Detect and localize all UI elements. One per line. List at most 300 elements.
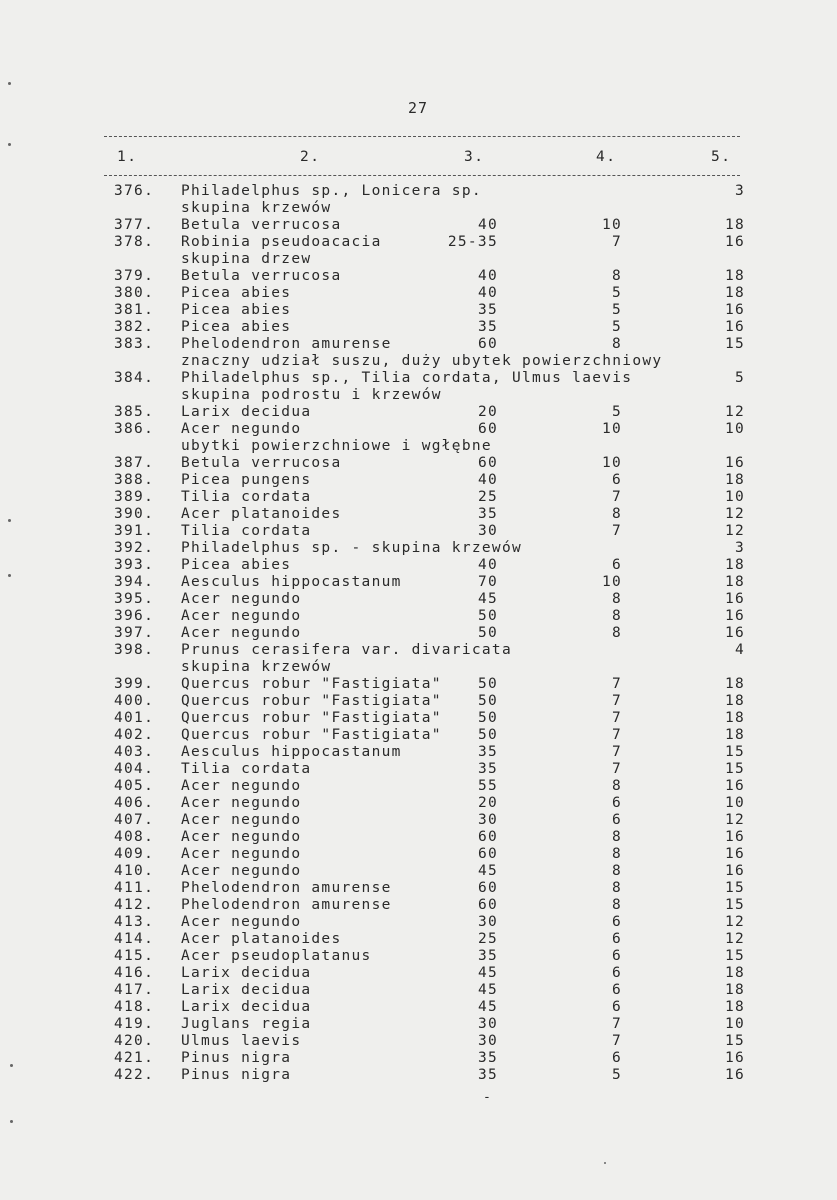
table-row (0, 268, 837, 285)
row-number: 408. (114, 829, 155, 845)
table-row (0, 319, 837, 336)
row-col3: 60 (477, 421, 498, 437)
scan-speck (8, 82, 11, 85)
table-row (0, 812, 837, 829)
table-row (0, 897, 837, 914)
row-col5: 18 (724, 217, 745, 233)
row-col3: 25 (477, 489, 498, 505)
row-col3: 40 (477, 268, 498, 284)
row-col4: 6 (611, 999, 622, 1015)
row-col3: 35 (477, 1050, 498, 1066)
row-number: 392. (114, 540, 155, 556)
row-col5: 16 (724, 863, 745, 879)
row-col3: 30 (477, 523, 498, 539)
row-col3: 50 (477, 693, 498, 709)
row-col4: 7 (611, 727, 622, 743)
row-number: 385. (114, 404, 155, 420)
row-col3: 35 (477, 744, 498, 760)
table-row (0, 625, 837, 642)
row-number: 376. (114, 183, 155, 199)
row-description: Aesculus hippocastanum (181, 744, 402, 760)
row-number: 387. (114, 455, 155, 471)
row-col4: 6 (611, 1050, 622, 1066)
row-col4: 6 (611, 982, 622, 998)
row-number: 402. (114, 727, 155, 743)
table-row (0, 557, 837, 574)
row-col5: 12 (724, 523, 745, 539)
row-description: Acer negundo (181, 608, 302, 624)
table-row (0, 506, 837, 523)
row-col5: 15 (724, 880, 745, 896)
row-col5: 16 (724, 846, 745, 862)
row-col4: 7 (611, 676, 622, 692)
table-row (0, 574, 837, 591)
table-row (0, 778, 837, 795)
table-row (0, 795, 837, 812)
row-number: 388. (114, 472, 155, 488)
row-col5: 18 (724, 965, 745, 981)
row-description: Acer negundo (181, 591, 302, 607)
table-row (0, 948, 837, 965)
row-col5: 15 (724, 897, 745, 913)
row-number: 414. (114, 931, 155, 947)
row-number: 410. (114, 863, 155, 879)
row-number: 415. (114, 948, 155, 964)
row-col4: 8 (611, 591, 622, 607)
row-number: 421. (114, 1050, 155, 1066)
row-col5: 10 (724, 489, 745, 505)
row-col3: 20 (477, 404, 498, 420)
row-col5: 16 (724, 778, 745, 794)
table-row (0, 965, 837, 982)
table-row (0, 217, 837, 234)
row-col4: 10 (601, 455, 622, 471)
page-number: 27 (408, 99, 429, 117)
row-description: Quercus robur "Fastigiata" (181, 693, 442, 709)
scan-speck (10, 1064, 13, 1067)
row-col5: 12 (724, 931, 745, 947)
row-description: Phelodendron amurense (181, 897, 392, 913)
row-number: 384. (114, 370, 155, 386)
table-row (0, 421, 837, 438)
row-col3: 35 (477, 1067, 498, 1083)
row-number: 417. (114, 982, 155, 998)
row-col3: 45 (477, 982, 498, 998)
row-col4: 8 (611, 863, 622, 879)
table-row (0, 200, 837, 217)
row-col5: 18 (724, 727, 745, 743)
row-col4: 6 (611, 931, 622, 947)
row-col4: 8 (611, 846, 622, 862)
table-row (0, 659, 837, 676)
row-number: 380. (114, 285, 155, 301)
row-description: Betula verrucosa (181, 268, 342, 284)
row-col4: 6 (611, 557, 622, 573)
row-col5: 16 (724, 625, 745, 641)
row-col4: 7 (611, 1016, 622, 1032)
row-number: 401. (114, 710, 155, 726)
row-col5: 18 (724, 557, 745, 573)
row-number: 405. (114, 778, 155, 794)
row-description: Aesculus hippocastanum (181, 574, 402, 590)
row-description: Larix decidua (181, 404, 312, 420)
table-row (0, 404, 837, 421)
table-row (0, 183, 837, 200)
row-number: 379. (114, 268, 155, 284)
row-number: 383. (114, 336, 155, 352)
row-description: Acer negundo (181, 778, 302, 794)
row-col5: 16 (724, 608, 745, 624)
row-number: 382. (114, 319, 155, 335)
row-description: skupina krzewów (181, 659, 332, 675)
scan-speck (8, 143, 11, 146)
row-col3: 60 (477, 897, 498, 913)
row-col5: 18 (724, 676, 745, 692)
row-col5: 18 (724, 710, 745, 726)
row-col4: 8 (611, 608, 622, 624)
table-row (0, 1016, 837, 1033)
row-description: Philadelphus sp., Lonicera sp. (181, 183, 482, 199)
col-header-3: 3. (464, 149, 485, 165)
row-number: 377. (114, 217, 155, 233)
table-row (0, 1050, 837, 1067)
row-col3: 55 (477, 778, 498, 794)
row-col4: 6 (611, 795, 622, 811)
row-description: Philadelphus sp., Tilia cordata, Ulmus laevis (181, 370, 633, 386)
row-col5: 18 (724, 472, 745, 488)
row-col4: 7 (611, 523, 622, 539)
table-row (0, 489, 837, 506)
row-col5: 16 (724, 1067, 745, 1083)
row-description: Quercus robur "Fastigiata" (181, 727, 442, 743)
row-col5: 12 (724, 914, 745, 930)
row-number: 397. (114, 625, 155, 641)
row-col3: 40 (477, 217, 498, 233)
row-description: Phelodendron amurense (181, 880, 392, 896)
row-description: Picea abies (181, 557, 292, 573)
row-description: Acer negundo (181, 863, 302, 879)
row-number: 407. (114, 812, 155, 828)
scan-speck (604, 1162, 606, 1164)
row-col3: 40 (477, 285, 498, 301)
table-row (0, 880, 837, 897)
row-description: Larix decidua (181, 999, 312, 1015)
row-col5: 18 (724, 999, 745, 1015)
row-description: Pinus nigra (181, 1050, 292, 1066)
row-col4: 7 (611, 761, 622, 777)
row-description: Betula verrucosa (181, 455, 342, 471)
row-col5: 18 (724, 574, 745, 590)
row-col4: 6 (611, 472, 622, 488)
row-description: Acer platanoides (181, 931, 342, 947)
row-description: Ulmus laevis (181, 1033, 302, 1049)
row-col4: 6 (611, 948, 622, 964)
row-description: Acer negundo (181, 421, 302, 437)
row-number: 409. (114, 846, 155, 862)
row-description: Acer negundo (181, 846, 302, 862)
table-row (0, 251, 837, 268)
row-description: Acer negundo (181, 625, 302, 641)
row-col4: 5 (611, 319, 622, 335)
row-col3: 45 (477, 965, 498, 981)
row-col3: 70 (477, 574, 498, 590)
row-col3: 50 (477, 608, 498, 624)
row-col5: 16 (724, 455, 745, 471)
row-col4: 7 (611, 710, 622, 726)
row-col5: 10 (724, 421, 745, 437)
row-col5: 16 (724, 829, 745, 845)
row-description: Quercus robur "Fastigiata" (181, 676, 442, 692)
row-description: Philadelphus sp. - skupina krzewów (181, 540, 523, 556)
row-description: Tilia cordata (181, 523, 312, 539)
row-col5: 5 (734, 370, 745, 386)
row-col3: 35 (477, 761, 498, 777)
table-row (0, 863, 837, 880)
row-number: 403. (114, 744, 155, 760)
row-description: Prunus cerasifera var. divaricata (181, 642, 512, 658)
row-col5: 18 (724, 285, 745, 301)
table-row (0, 642, 837, 659)
row-col3: 30 (477, 1016, 498, 1032)
row-col5: 15 (724, 948, 745, 964)
row-number: 391. (114, 523, 155, 539)
col-header-5: 5. (711, 149, 732, 165)
table-row (0, 591, 837, 608)
row-description: Betula verrucosa (181, 217, 342, 233)
row-col5: 3 (734, 183, 745, 199)
table-row (0, 608, 837, 625)
row-col5: 15 (724, 761, 745, 777)
header-rule (104, 175, 740, 176)
row-col3: 60 (477, 829, 498, 845)
table-row (0, 931, 837, 948)
row-description: Acer negundo (181, 795, 302, 811)
row-description: Robinia pseudoacacia (181, 234, 382, 250)
row-col3: 30 (477, 914, 498, 930)
row-col4: 8 (611, 778, 622, 794)
row-number: 420. (114, 1033, 155, 1049)
table-row (0, 336, 837, 353)
row-col3: 20 (477, 795, 498, 811)
row-col5: 12 (724, 812, 745, 828)
table-row (0, 914, 837, 931)
row-col3: 60 (477, 336, 498, 352)
row-col4: 7 (611, 744, 622, 760)
table-row (0, 438, 837, 455)
row-col5: 3 (734, 540, 745, 556)
row-col5: 16 (724, 1050, 745, 1066)
row-col5: 12 (724, 506, 745, 522)
row-col4: 5 (611, 404, 622, 420)
row-col4: 8 (611, 336, 622, 352)
row-number: 416. (114, 965, 155, 981)
row-col4: 10 (601, 574, 622, 590)
table-row (0, 982, 837, 999)
top-rule (104, 136, 740, 137)
row-col5: 15 (724, 336, 745, 352)
row-number: 422. (114, 1067, 155, 1083)
row-col4: 5 (611, 1067, 622, 1083)
row-number: 406. (114, 795, 155, 811)
table-row (0, 693, 837, 710)
row-description: Larix decidua (181, 965, 312, 981)
row-col3: 50 (477, 710, 498, 726)
row-description: Pinus nigra (181, 1067, 292, 1083)
row-col3: 35 (477, 948, 498, 964)
row-description: Acer negundo (181, 829, 302, 845)
row-number: 394. (114, 574, 155, 590)
table-row (0, 744, 837, 761)
row-col3: 60 (477, 455, 498, 471)
scan-speck (8, 574, 11, 577)
row-description: Picea abies (181, 302, 292, 318)
row-number: 396. (114, 608, 155, 624)
row-col3: 60 (477, 880, 498, 896)
table-row (0, 676, 837, 693)
row-description: Picea abies (181, 285, 292, 301)
row-col5: 12 (724, 404, 745, 420)
row-col5: 18 (724, 693, 745, 709)
row-description: Tilia cordata (181, 489, 312, 505)
row-col3: 30 (477, 812, 498, 828)
row-col5: 18 (724, 982, 745, 998)
row-col4: 5 (611, 302, 622, 318)
row-number: 404. (114, 761, 155, 777)
row-description: Juglans regia (181, 1016, 312, 1032)
row-col3: 60 (477, 846, 498, 862)
row-number: 399. (114, 676, 155, 692)
row-col4: 7 (611, 693, 622, 709)
table-row (0, 387, 837, 404)
row-description: Acer negundo (181, 914, 302, 930)
row-number: 381. (114, 302, 155, 318)
row-number: 389. (114, 489, 155, 505)
row-col3: 50 (477, 676, 498, 692)
col-header-2: 2. (300, 149, 321, 165)
row-col4: 7 (611, 1033, 622, 1049)
table-row (0, 455, 837, 472)
row-col5: 16 (724, 302, 745, 318)
row-number: 413. (114, 914, 155, 930)
table-row (0, 761, 837, 778)
row-number: 412. (114, 897, 155, 913)
row-col5: 4 (734, 642, 745, 658)
row-col3: 45 (477, 863, 498, 879)
row-col4: 7 (611, 234, 622, 250)
row-col4: 10 (601, 217, 622, 233)
row-col5: 10 (724, 795, 745, 811)
row-description: skupina podrostu i krzewów (181, 387, 442, 403)
footer-mark: - (483, 1090, 491, 1105)
row-number: 390. (114, 506, 155, 522)
row-number: 418. (114, 999, 155, 1015)
col-header-1: 1. (117, 149, 138, 165)
row-description: Quercus robur "Fastigiata" (181, 710, 442, 726)
row-col3: 40 (477, 557, 498, 573)
row-description: ubytki powierzchniowe i wgłębne (181, 438, 492, 454)
row-col3: 30 (477, 1033, 498, 1049)
row-number: 411. (114, 880, 155, 896)
row-col4: 6 (611, 914, 622, 930)
table-row (0, 370, 837, 387)
row-number: 386. (114, 421, 155, 437)
table-row (0, 846, 837, 863)
row-col4: 10 (601, 421, 622, 437)
row-number: 398. (114, 642, 155, 658)
table-row (0, 710, 837, 727)
table-row (0, 523, 837, 540)
row-col3: 50 (477, 625, 498, 641)
row-description: skupina drzew (181, 251, 312, 267)
row-description: Tilia cordata (181, 761, 312, 777)
row-description: skupina krzewów (181, 200, 332, 216)
row-col4: 6 (611, 812, 622, 828)
row-col4: 8 (611, 880, 622, 896)
row-col3: 35 (477, 319, 498, 335)
table-row (0, 829, 837, 846)
row-col5: 15 (724, 744, 745, 760)
row-description: Picea abies (181, 319, 292, 335)
row-col5: 15 (724, 1033, 745, 1049)
row-description: Acer pseudoplatanus (181, 948, 372, 964)
table-row (0, 234, 837, 251)
row-number: 393. (114, 557, 155, 573)
row-number: 378. (114, 234, 155, 250)
row-col5: 18 (724, 268, 745, 284)
row-col3: 35 (477, 302, 498, 318)
row-description: Larix decidua (181, 982, 312, 998)
row-col3: 25 (477, 931, 498, 947)
scan-speck (10, 1120, 13, 1123)
row-col4: 8 (611, 897, 622, 913)
row-col3: 25-35 (447, 234, 498, 250)
table-row (0, 472, 837, 489)
table-row (0, 1067, 837, 1084)
row-number: 395. (114, 591, 155, 607)
row-col4: 8 (611, 829, 622, 845)
table-row (0, 285, 837, 302)
row-number: 400. (114, 693, 155, 709)
row-col4: 5 (611, 285, 622, 301)
row-col5: 16 (724, 591, 745, 607)
table-row (0, 1033, 837, 1050)
row-col3: 40 (477, 472, 498, 488)
row-description: Acer negundo (181, 812, 302, 828)
row-description: Acer platanoides (181, 506, 342, 522)
row-col3: 35 (477, 506, 498, 522)
row-col4: 7 (611, 489, 622, 505)
scan-speck (8, 519, 11, 522)
table-row (0, 540, 837, 557)
row-col3: 50 (477, 727, 498, 743)
row-description: znaczny udział suszu, duży ubytek powierzchniowy (181, 353, 663, 369)
row-description: Picea pungens (181, 472, 312, 488)
table-row (0, 727, 837, 744)
row-col4: 6 (611, 965, 622, 981)
row-col4: 8 (611, 506, 622, 522)
row-col3: 45 (477, 591, 498, 607)
row-col3: 45 (477, 999, 498, 1015)
row-col5: 16 (724, 234, 745, 250)
row-col5: 10 (724, 1016, 745, 1032)
row-col5: 16 (724, 319, 745, 335)
row-col4: 8 (611, 268, 622, 284)
table-row (0, 999, 837, 1016)
row-number: 419. (114, 1016, 155, 1032)
table-row (0, 353, 837, 370)
col-header-4: 4. (596, 149, 617, 165)
table-row (0, 302, 837, 319)
